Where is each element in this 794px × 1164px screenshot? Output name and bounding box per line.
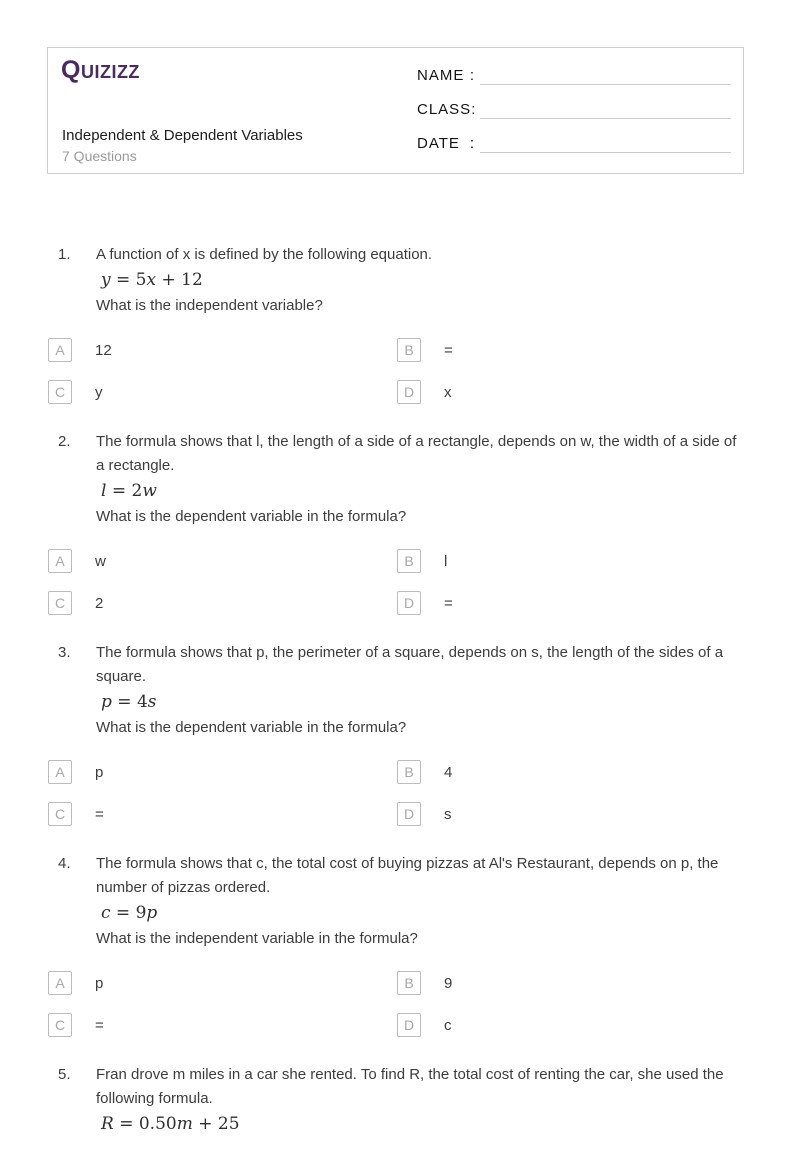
option-text: 4 [444, 763, 453, 781]
name-field-row [417, 65, 731, 88]
option-text: w [95, 552, 106, 570]
name-label-text: NAME [417, 67, 465, 84]
option-text: = [444, 341, 453, 359]
student-fields [417, 65, 731, 167]
question-2-answers [48, 549, 746, 615]
question-3-option-d [397, 802, 746, 826]
option-text: l [444, 552, 448, 570]
worksheet-title: Independent & Dependent Variables [62, 127, 303, 144]
name-write-line [480, 65, 731, 85]
option-letter-box: A [48, 971, 72, 995]
question-4-option-c [48, 1013, 397, 1037]
question-1-option-b [397, 338, 746, 362]
option-text: p [95, 763, 104, 781]
date-write-line [480, 133, 731, 153]
option-letter-box: D [397, 380, 421, 404]
option-text: 9 [444, 974, 453, 992]
option-text: = [95, 805, 104, 823]
option-letter-box: B [397, 549, 421, 573]
question-5-equation: R = 0.50m + 25 [101, 1114, 240, 1134]
question-4-option-d [397, 1013, 746, 1037]
question-3-answers [48, 760, 746, 826]
question-1 [48, 243, 746, 404]
date-field-row [417, 133, 731, 156]
option-letter-box: C [48, 380, 72, 404]
question-4-equation: c = 9p [101, 903, 158, 923]
class-label-colon: : [471, 101, 477, 118]
option-letter-box: B [397, 760, 421, 784]
question-1-text: A function of x is defined by the following equation. [96, 246, 433, 263]
question-1-option-c [48, 380, 397, 404]
option-letter-box: A [48, 338, 72, 362]
question-2-option-b [397, 549, 746, 573]
question-3-option-c [48, 802, 397, 826]
question-2-equation: l = 2w [101, 481, 157, 501]
question-2 [48, 430, 746, 615]
date-label-colon: : [469, 135, 475, 152]
question-5 [48, 1063, 746, 1138]
question-2-number: 2. [58, 433, 71, 450]
question-1-option-d [397, 380, 746, 404]
option-text: = [95, 1016, 104, 1034]
class-label-text: CLASS [417, 101, 472, 118]
option-letter-box: A [48, 549, 72, 573]
option-text: s [444, 805, 452, 823]
question-2-text: The formula shows that l, the length of a side of a rectangle, depends on w, the width of a side of a rectangle. [96, 433, 737, 474]
question-1-answers [48, 338, 746, 404]
question-4-answers [48, 971, 746, 1037]
question-3-equation: p = 4s [101, 692, 157, 712]
option-letter-box: C [48, 1013, 72, 1037]
option-letter-box: C [48, 802, 72, 826]
option-text: c [444, 1016, 452, 1034]
question-4-text: The formula shows that c, the total cost of buying pizzas at Al's Restaurant, depends on p, the number of pizzas ordered. [96, 855, 719, 896]
question-4-option-a [48, 971, 397, 995]
question-list [48, 243, 746, 1164]
option-letter-box: B [397, 338, 421, 362]
question-3 [48, 641, 746, 826]
title-block [62, 127, 303, 164]
question-5-text: Fran drove m miles in a car she rented. To find R, the total cost of renting the car, she used the following formula. [96, 1066, 724, 1107]
question-3-text: The formula shows that p, the perimeter of a square, depends on s, the length of the sides of a square. [96, 644, 724, 685]
worksheet-header [47, 47, 744, 174]
question-1-equation: y = 5x + 12 [101, 270, 203, 290]
question-5-number: 5. [58, 1066, 71, 1083]
question-3-prompt: What is the dependent variable in the formula? [96, 719, 407, 736]
option-text: = [444, 594, 453, 612]
option-letter-box: B [397, 971, 421, 995]
option-text: x [444, 383, 452, 401]
question-2-prompt: What is the dependent variable in the formula? [96, 508, 407, 525]
question-1-number: 1. [58, 246, 71, 263]
question-3-option-b [397, 760, 746, 784]
name-label [417, 65, 475, 84]
question-2-option-c [48, 591, 397, 615]
quizizz-logo: Quizizz [61, 56, 140, 84]
question-4-prompt: What is the independent variable in the formula? [96, 930, 418, 947]
question-3-option-a [48, 760, 397, 784]
date-label-text: DATE [417, 135, 460, 152]
option-text: 2 [95, 594, 104, 612]
option-text: 12 [95, 341, 112, 359]
option-letter-box: D [397, 1013, 421, 1037]
question-1-prompt: What is the independent variable? [96, 297, 323, 314]
name-label-colon: : [469, 67, 475, 84]
class-field-row [417, 99, 731, 122]
option-letter-box: A [48, 760, 72, 784]
class-label [417, 99, 475, 118]
question-2-option-d [397, 591, 746, 615]
question-4 [48, 852, 746, 1037]
question-3-number: 3. [58, 644, 71, 661]
question-count: 7 Questions [62, 148, 137, 164]
question-4-number: 4. [58, 855, 71, 872]
question-4-option-b [397, 971, 746, 995]
question-2-option-a [48, 549, 397, 573]
question-1-option-a [48, 338, 397, 362]
option-text: y [95, 383, 103, 401]
option-letter-box: D [397, 802, 421, 826]
option-letter-box: C [48, 591, 72, 615]
option-letter-box: D [397, 591, 421, 615]
class-write-line [480, 99, 731, 119]
date-label [417, 133, 475, 152]
option-text: p [95, 974, 104, 992]
